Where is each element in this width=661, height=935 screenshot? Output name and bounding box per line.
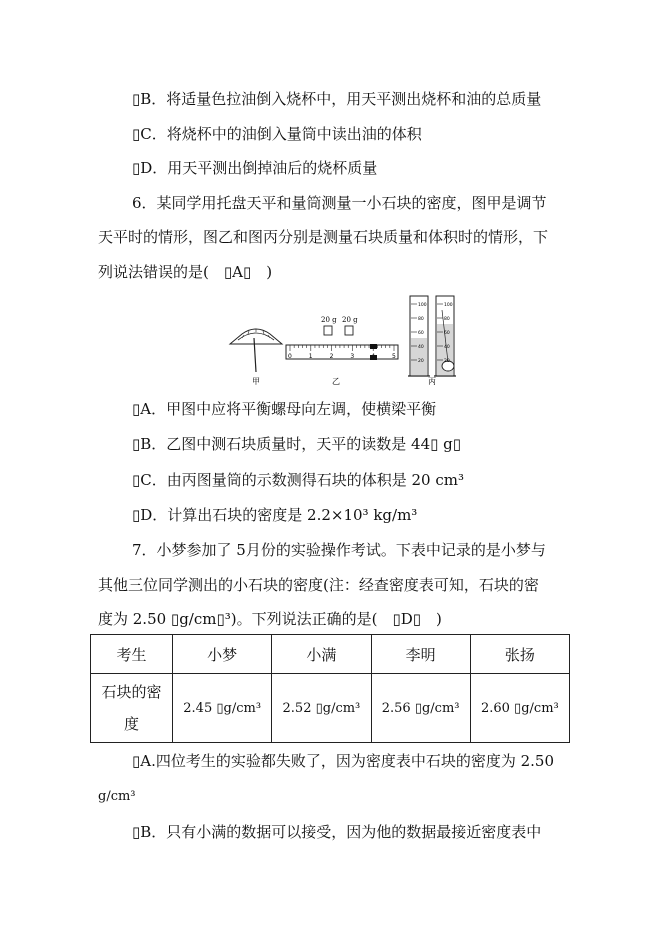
q7-option-a-line2: g/cm³ bbox=[98, 789, 136, 804]
figure-jia-dial bbox=[230, 329, 282, 386]
figure-bing-cylinders bbox=[408, 296, 456, 386]
table-header-cell: 小满 bbox=[272, 635, 371, 674]
table-header-cell: 小梦 bbox=[173, 635, 272, 674]
q6-stem-line3: 列说法错误的是( ▯A▯ ) bbox=[98, 263, 273, 281]
q7-stem-line1: 7．小梦参加了 5月份的实验操作考试。下表中记录的是小梦与 bbox=[132, 541, 546, 559]
figure-yi-ruler bbox=[286, 344, 398, 386]
cylinder-tick-label: 60 bbox=[444, 331, 450, 336]
ruler-tick-label: 5 bbox=[392, 353, 396, 360]
experiment-figure bbox=[228, 294, 468, 386]
ruler-tick-label: 0 bbox=[288, 353, 292, 360]
cylinder-tick-label: 80 bbox=[444, 317, 450, 322]
row-header-line2: 度 bbox=[124, 715, 140, 733]
cylinder-tick-label: 40 bbox=[444, 345, 450, 350]
row-header-line1: 石块的密 bbox=[101, 683, 162, 701]
q6-stem-line1: 6．某同学用托盘天平和量筒测量一小石块的密度，图甲是调节 bbox=[132, 194, 547, 212]
table-header-row bbox=[91, 635, 570, 674]
table-cell: 2.45 ▯g/cm³ bbox=[173, 674, 272, 743]
table-cell: 2.52 ▯g/cm³ bbox=[272, 674, 371, 743]
q6-option-b: ▯B．乙图中测石块质量时，天平的读数是 44▯ g▯ bbox=[132, 435, 462, 453]
weight-label-1: 20 g bbox=[321, 316, 337, 324]
density-table bbox=[90, 634, 570, 743]
q7-stem-line2: 其他三位同学测出的小石块的密度(注：经查密度表可知，石块的密 bbox=[98, 576, 539, 594]
figure-bing-label: 丙 bbox=[428, 377, 436, 386]
q6-option-a: ▯A．甲图中应将平衡螺母向左调，使横梁平衡 bbox=[132, 400, 437, 418]
q6-option-c: ▯C．由丙图量筒的示数测得石块的体积是 20 cm³ bbox=[132, 471, 464, 489]
cylinder-tick-label: 20 bbox=[418, 359, 424, 364]
q7-stem-line3: 度为 2.50 ▯g/cm▯³)。下列说法正确的是( ▯D▯ ) bbox=[98, 610, 442, 628]
q5-option-c: ▯C．将烧杯中的油倒入量筒中读出油的体积 bbox=[132, 125, 422, 143]
table-header-cell: 考生 bbox=[91, 635, 173, 674]
q5-option-d: ▯D．用天平测出倒掉油后的烧杯质量 bbox=[132, 159, 378, 177]
table-cell: 2.56 ▯g/cm³ bbox=[371, 674, 470, 743]
q7-option-b: ▯B．只有小满的数据可以接受，因为他的数据最接近密度表中 bbox=[132, 823, 542, 841]
q5-option-b: ▯B．将适量色拉油倒入烧杯中，用天平测出烧杯和油的总质量 bbox=[132, 90, 542, 108]
weight-label-2: 20 g bbox=[342, 316, 358, 324]
figure-jia-label: 甲 bbox=[252, 377, 260, 386]
q6-stem-line2: 天平时的情形，图乙和图丙分别是测量石块质量和体积时的情形，下 bbox=[98, 228, 549, 246]
cylinder-tick-label: 100 bbox=[444, 303, 453, 308]
table-row bbox=[91, 674, 570, 743]
ruler-tick-label: 3 bbox=[350, 353, 355, 360]
q6-option-d: ▯D．计算出石块的密度是 2.2×10³ kg/m³ bbox=[132, 506, 418, 524]
table-cell: 2.60 ▯g/cm³ bbox=[470, 674, 569, 743]
q7-option-a-line1: ▯A.四位考生的实验都失败了，因为密度表中石块的密度为 2.50 bbox=[132, 752, 555, 770]
cylinder-tick-label: 80 bbox=[418, 317, 424, 322]
cylinder-tick-label: 40 bbox=[418, 345, 424, 350]
cylinder-tick-label: 20 bbox=[444, 359, 450, 364]
table-header-cell: 张扬 bbox=[470, 635, 569, 674]
table-row-header bbox=[91, 674, 173, 743]
cylinder-tick-label: 100 bbox=[418, 303, 427, 308]
ruler-tick-label: 2 bbox=[329, 353, 334, 360]
ruler-tick-label: 1 bbox=[308, 353, 313, 360]
figure-yi-label: 乙 bbox=[332, 377, 340, 386]
figure-yi-weights bbox=[321, 316, 358, 335]
cylinder-tick-label: 60 bbox=[418, 331, 424, 336]
table-header-cell: 李明 bbox=[371, 635, 470, 674]
